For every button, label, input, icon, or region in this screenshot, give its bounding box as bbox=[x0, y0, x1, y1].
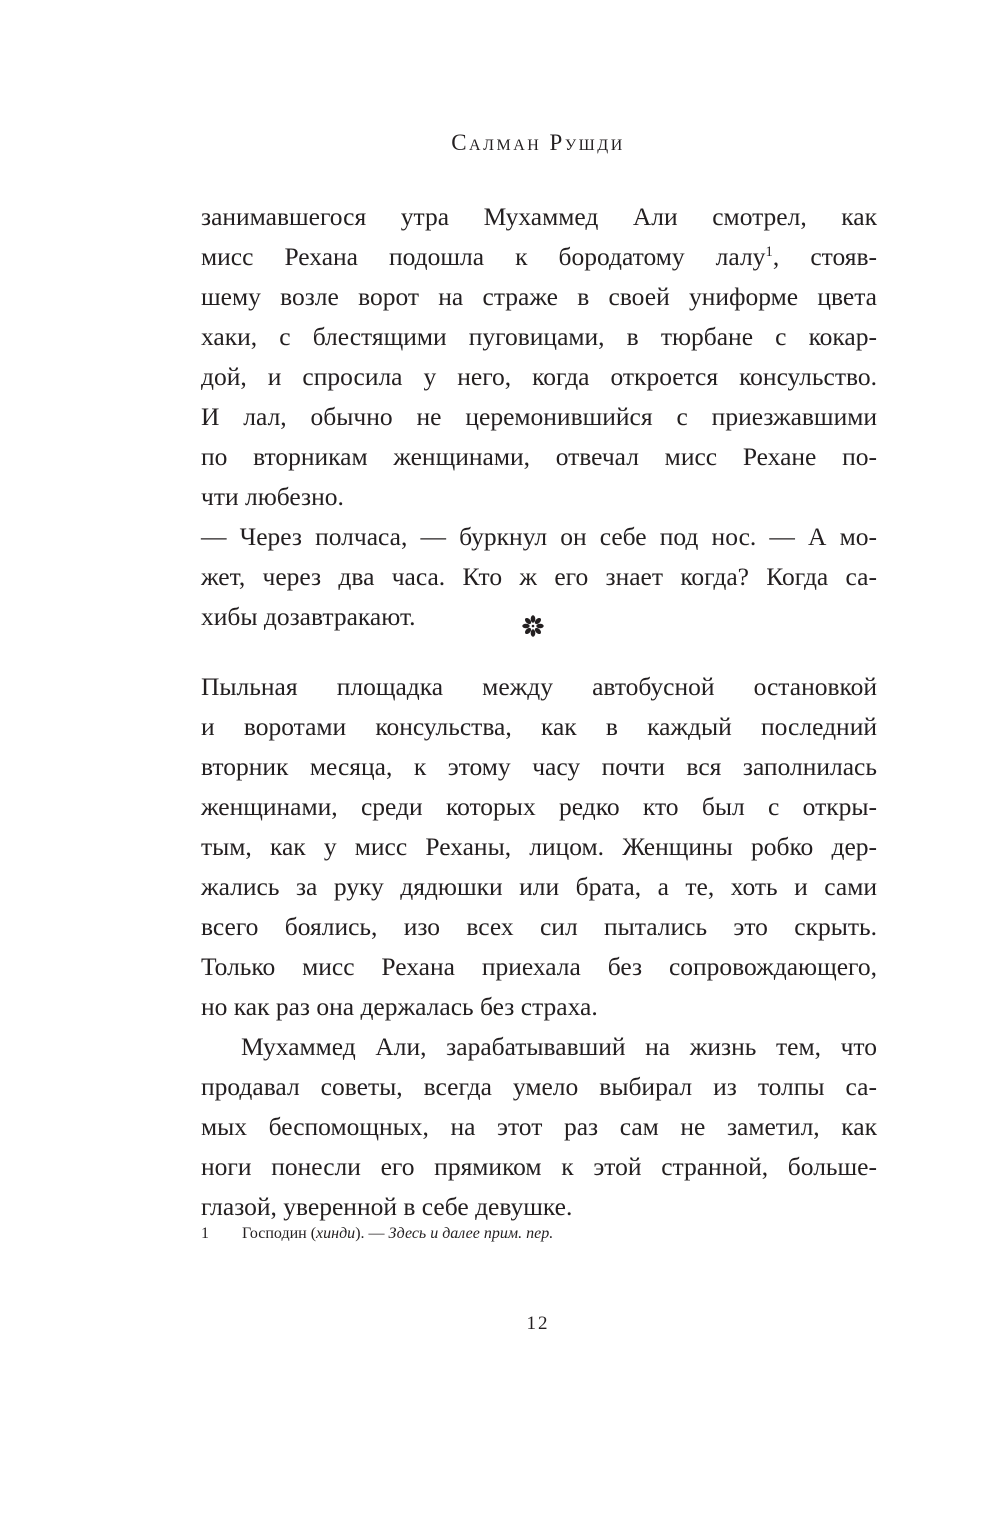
text-line: тым, как у мисс Реханы, лицом. Женщины робко дер- bbox=[201, 832, 877, 861]
footnote-note: Здесь и далее прим. пер. bbox=[388, 1225, 554, 1242]
text-line: всего боялись, изо всех сил пытались это скрыть. bbox=[201, 912, 877, 941]
text-line: но как раз она держалась без страха. bbox=[201, 992, 598, 1021]
footnote: 1 Господин (хинди). — Здесь и далее прим. пер. bbox=[201, 1225, 554, 1242]
text-line: продавал советы, всегда умело выбирал из толпы са- bbox=[201, 1072, 877, 1101]
page-number: 12 bbox=[526, 1313, 550, 1334]
footnote-marker[interactable]: 1 bbox=[765, 244, 773, 260]
text-line: дой, и спросила у него, когда откроется консульство. bbox=[201, 362, 877, 391]
text-line: — Через полчаса, — буркнул он себе под нос. — А мо- bbox=[201, 522, 877, 551]
text-line: жет, через два часа. Кто ж его знает когда? Когда са- bbox=[201, 562, 877, 591]
text-line: мых беспомощных, на этот раз сам не заметил, как bbox=[201, 1112, 877, 1141]
text-line: женщинами, среди которых редко кто был с откры- bbox=[201, 792, 877, 821]
footnote-language: хинди bbox=[316, 1225, 356, 1242]
text-line: чти любезно. bbox=[201, 482, 344, 511]
text-line: ноги понесли его прямиком к этой странной, больше- bbox=[201, 1152, 877, 1181]
flower-ornament-icon bbox=[521, 614, 545, 638]
text-line: по вторникам женщинами, отвечал мисс Рехане по- bbox=[201, 442, 877, 471]
text-line: занимавшегося утра Мухаммед Али смотрел, как bbox=[201, 202, 877, 231]
text-line-part: , стояв- bbox=[772, 242, 877, 271]
section-break bbox=[521, 614, 545, 638]
text-block-2 bbox=[201, 667, 877, 1227]
text-line-with-footnote bbox=[201, 237, 877, 277]
text-line: Только мисс Рехана приехала без сопровождающего, bbox=[201, 952, 877, 981]
text-line: вторник месяца, к этому часу почти вся заполнилась bbox=[201, 752, 877, 781]
text-line: И лал, обычно не церемонившийся с приезжавшими bbox=[201, 402, 877, 431]
footnote-term: Господин bbox=[242, 1225, 307, 1242]
running-head: Салман Рушди bbox=[451, 130, 625, 155]
text-line-part: мисс Рехана подошла к бородатому лалу bbox=[201, 242, 766, 271]
text-block-1 bbox=[201, 197, 877, 637]
text-line: жались за руку дядюшки или брата, а те, хоть и сами bbox=[201, 872, 877, 901]
text-line: и воротами консульства, как в каждый последний bbox=[201, 712, 877, 741]
text-line: шему возле ворот на страже в своей униформе цвета bbox=[201, 282, 877, 311]
text-line: глазой, уверенной в себе девушке. bbox=[201, 1192, 573, 1221]
footnote-number: 1 bbox=[201, 1225, 209, 1242]
text-line: хибы дозавтракают. bbox=[201, 602, 416, 631]
text-line: Мухаммед Али, зарабатывавший на жизнь тем, что bbox=[241, 1032, 877, 1061]
text-line: Пыльная площадка между автобусной остановкой bbox=[201, 672, 877, 701]
text-line: хаки, с блестящими пуговицами, в тюрбане с кокар- bbox=[201, 322, 877, 351]
